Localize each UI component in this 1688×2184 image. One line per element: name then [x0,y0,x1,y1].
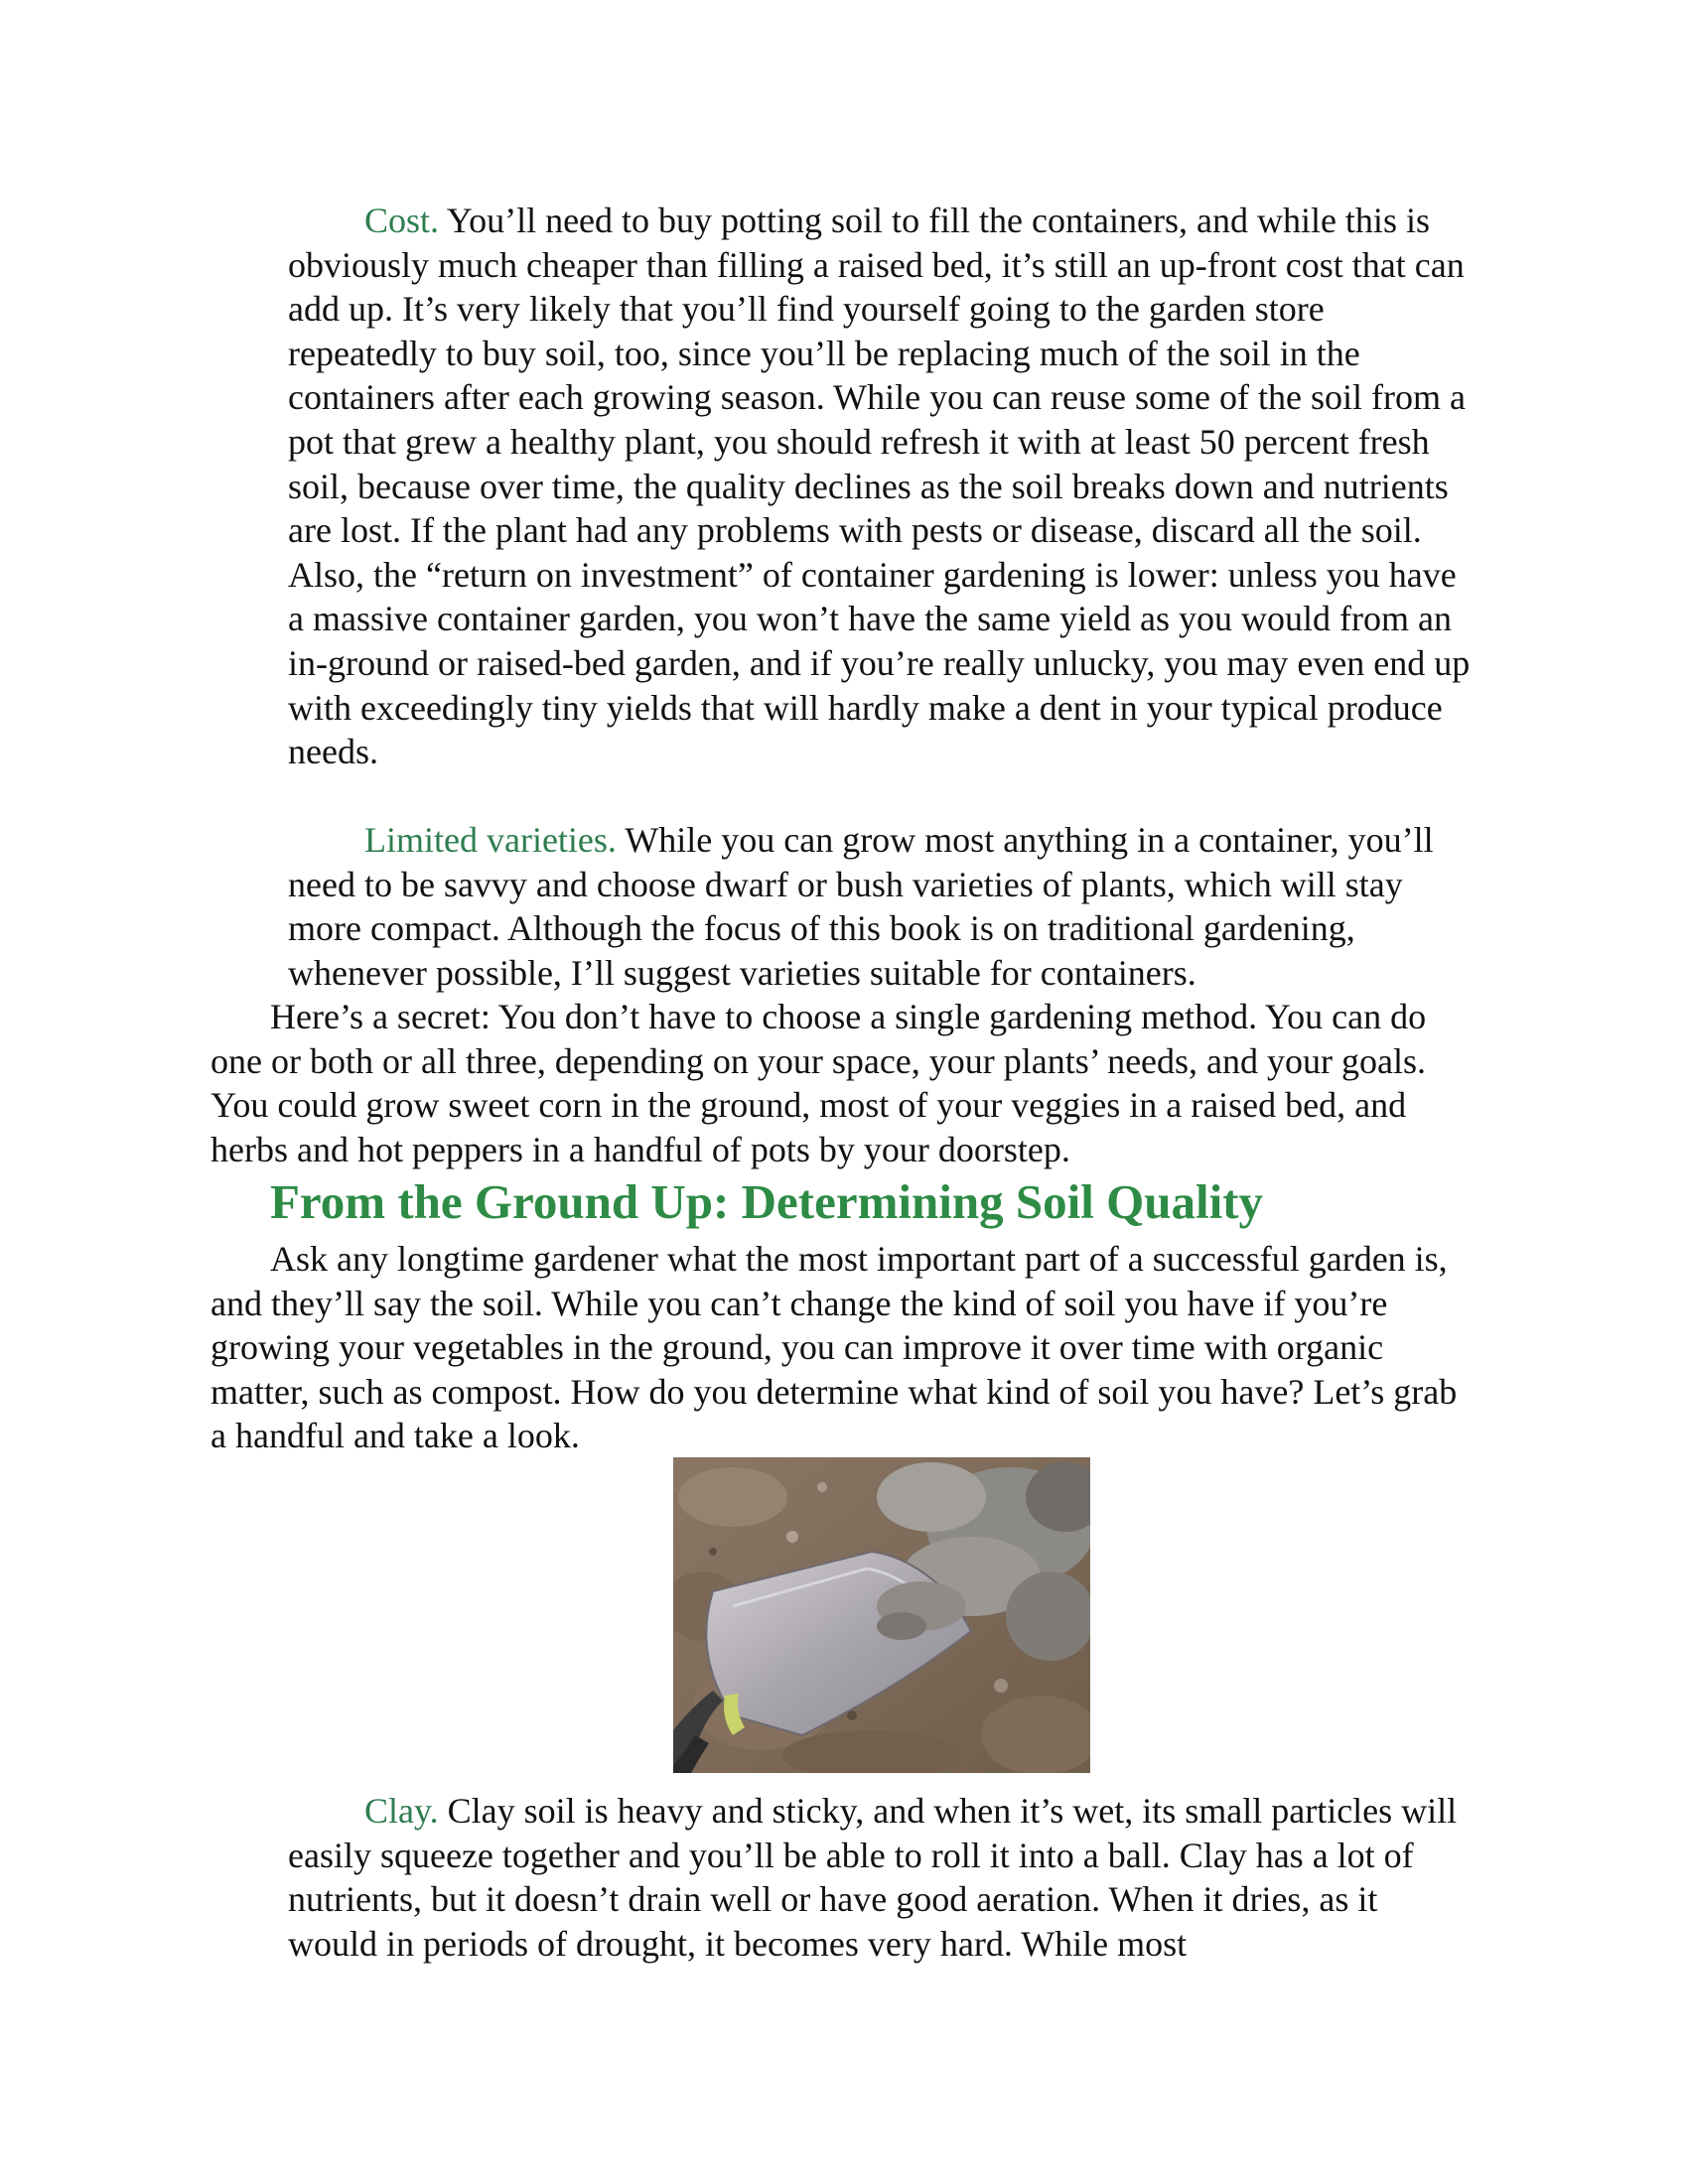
paragraph-soil-intro: Ask any longtime gardener what the most important part of a successful garden is, and they’ll say the soil. While you can’t change the kind of soil you have if you’re growing your vegetables in the ground, you can improve it over time with organic matter, such as compost. How do you determine what kind of soil you have? Let’s grab a handful and take a look. [211,1239,1458,1456]
cost-text: You’ll need to buy potting soil to fill the containers, and while this is obviously much cheaper than filling a raised bed, it’s still an up-front cost that can add up. It’s very likely that you’ll find yourself going to the garden store repeatedly to buy soil, too, since you’ll be replacing much of the soil in the containers after each growing season. While you can reuse some of the soil from a pot that grew a healthy plant, you should refresh it with at least 50 percent fresh soil, because over time, the quality declines as the soil breaks down and nutrients are lost. If the plant had any problems with pests or disease, discard all the soil. Also, the “return on investment” of container gardening is lower: unless you have a massive container garden, you won’t have the same yield as you would from an in-ground or raised-bed garden, and if you’re really unlucky, you may even end up with exceedingly tiny yields that will hardly make a dent in your typical produce needs. [288,201,1471,772]
paragraph-secret: Here’s a secret: You don’t have to choose a single gardening method. You can do one or both or all three, depending on your space, your plants’ needs, and your goals. You could grow sweet corn in the ground, most of your veggies in a raised bed, and herbs and hot peppers in a handful of pots by your doorstep. [211,997,1427,1169]
paragraph-limited-varieties [288,818,1475,995]
trowel-in-soil-photo [673,1457,1090,1773]
section-heading: From the Ground Up: Determining Soil Quality [270,1174,1264,1229]
limited-varieties-label: Limited varieties. [364,820,617,860]
clay-text: Clay soil is heavy and sticky, and when it’s wet, its small particles will easily squeeze together and you’ll be able to roll it into a ball. Clay has a lot of nutrients, but it doesn’t drain well or have good aeration. When it dries, as it would in periods of drought, it becomes very hard. While most [288,1791,1458,1964]
limited-varieties-text: While you can grow most anything in a container, you’ll need to be savvy and choose dwarf or bush varieties of plants, which will stay more compact. Although the focus of this book is on traditional gardening, whenever possible, I’ll suggest varieties suitable for containers. [288,820,1434,993]
cost-label: Cost. [364,201,440,240]
paragraph-cost [288,199,1475,774]
clay-label: Clay. [364,1791,439,1831]
paragraph-clay [288,1789,1475,1966]
